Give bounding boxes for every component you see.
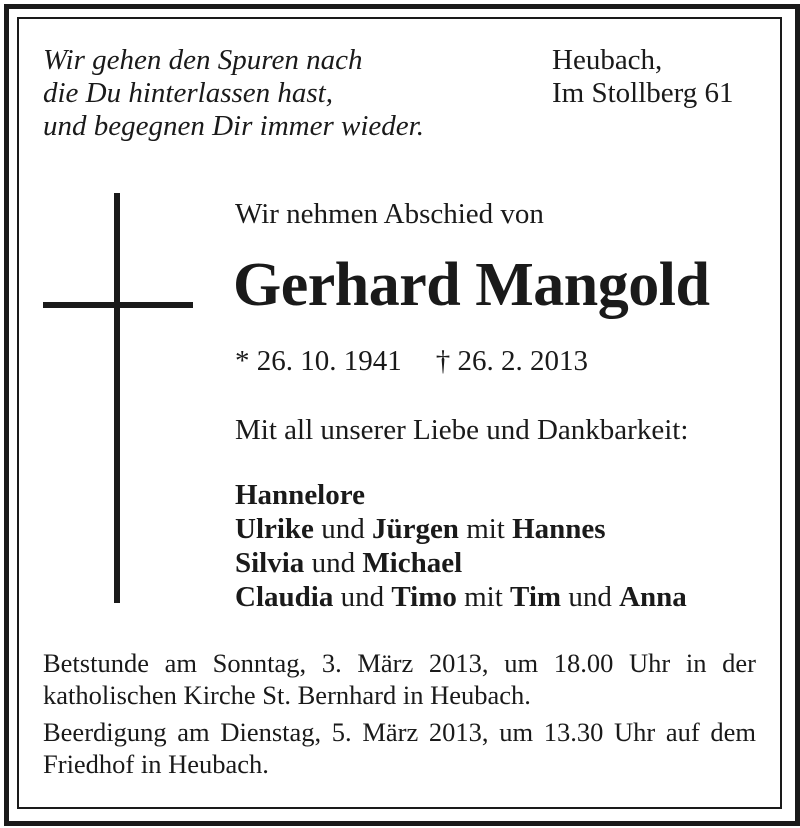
family-members <box>235 478 687 614</box>
family-name: Anna <box>619 581 687 613</box>
connector-word: und <box>304 547 363 579</box>
address-line: Im Stollberg 61 <box>552 77 734 109</box>
family-name: Silvia <box>235 547 305 579</box>
prayer-service-text: Betstunde am Sonntag, 3. März 2013, um 18.00 Uhr in der katholischen Kirche St. Bernhard in Heubach. <box>43 648 756 710</box>
birth-date: * 26. 10. 1941 <box>235 345 402 377</box>
cross-horizontal-bar <box>43 302 193 308</box>
family-address <box>552 44 734 110</box>
family-line <box>235 512 687 546</box>
connector-word: mit <box>458 513 513 545</box>
life-dates <box>235 345 588 378</box>
connector-word: und <box>333 581 392 613</box>
verse-line: und begegnen Dir immer wieder. <box>43 110 424 142</box>
service-information <box>43 647 756 780</box>
address-line: Heubach, <box>552 44 663 76</box>
verse-line: Wir gehen den Spuren nach <box>43 44 363 76</box>
family-name: Timo <box>391 581 457 613</box>
family-name: Claudia <box>235 581 334 613</box>
family-name: Tim <box>510 581 562 613</box>
cross-vertical-bar <box>114 193 120 603</box>
memorial-verse <box>43 44 424 143</box>
family-line <box>235 478 687 512</box>
family-line <box>235 546 687 580</box>
death-date: † 26. 2. 2013 <box>435 345 588 377</box>
deceased-name: Gerhard Mangold <box>233 251 710 319</box>
verse-line: die Du hinterlassen hast, <box>43 77 333 109</box>
family-name: Hannelore <box>235 479 365 511</box>
farewell-intro: Wir nehmen Abschied von <box>235 198 544 230</box>
family-name: Michael <box>362 547 463 579</box>
connector-word: und <box>561 581 620 613</box>
family-name: Hannes <box>512 513 606 545</box>
connector-word: mit <box>456 581 511 613</box>
burial-service-text: Beerdigung am Dienstag, 5. März 2013, um 13.30 Uhr auf dem Friedhof in Heubach. <box>43 717 756 779</box>
family-name: Jürgen <box>371 513 459 545</box>
connector-word: und <box>313 513 372 545</box>
gratitude-line: Mit all unserer Liebe und Dankbarkeit: <box>235 414 689 446</box>
family-name: Ulrike <box>235 513 314 545</box>
family-line <box>235 580 687 614</box>
